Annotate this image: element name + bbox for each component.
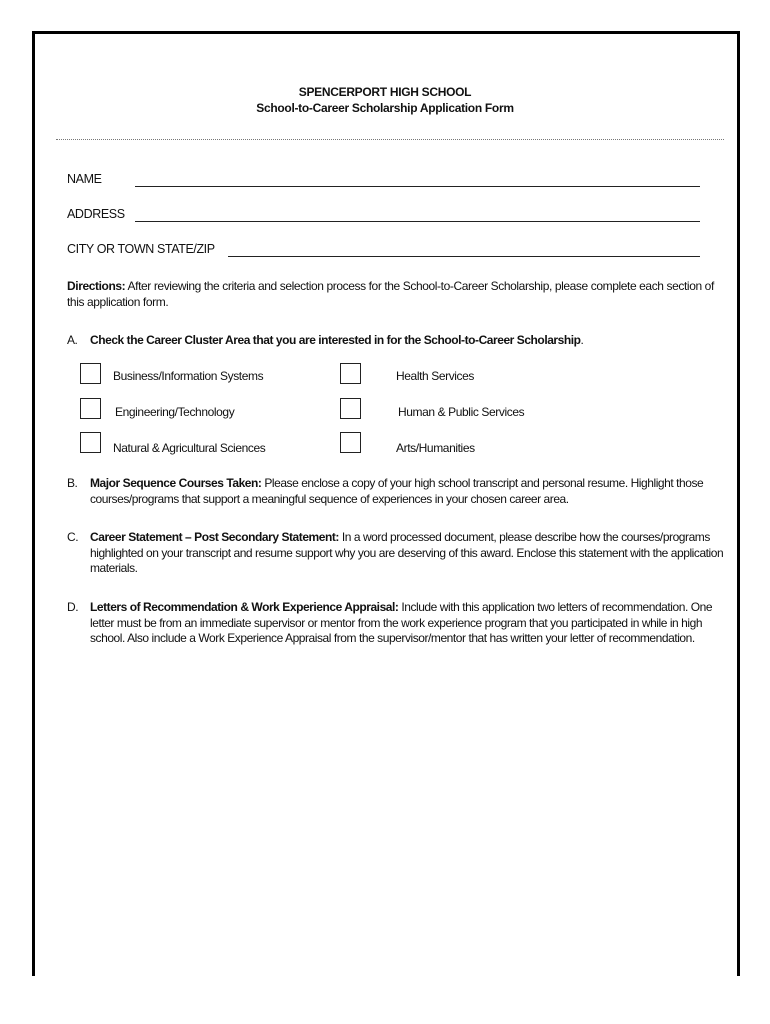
address-label: ADDRESS [67, 207, 125, 221]
directions [67, 279, 722, 310]
address-field[interactable] [135, 221, 700, 222]
section-b-heading: Major Sequence Courses Taken: [90, 476, 262, 490]
section-c-heading: Career Statement – Post Secondary Statement: [90, 530, 339, 544]
dotted-divider [56, 139, 724, 140]
checkbox-natural-agricultural-sciences[interactable] [80, 432, 101, 453]
checkbox-human-public-services[interactable] [340, 398, 361, 419]
name-field[interactable] [135, 186, 700, 187]
directions-text: After reviewing the criteria and selection process for the School-to-Career Scholarship, please complete each section of this application form. [67, 279, 714, 309]
form-header [40, 84, 730, 116]
section-c [67, 530, 727, 577]
form-title: School-to-Career Scholarship Application Form [256, 101, 514, 115]
section-b [67, 476, 727, 507]
school-name: SPENCERPORT HIGH SCHOOL [298, 85, 472, 99]
section-d-text: Include with this application two letters of recommendation. One letter must be from an immediate supervisor or mentor from the work experience program that you participated in while in high school. Also include a Work Experience Appraisal from the supervisor/mentor that has written your letter of recommendation. [90, 600, 713, 645]
page-border-left [32, 31, 35, 976]
directions-label: Directions: [67, 279, 126, 293]
section-b-text: Please enclose a copy of your high school transcript and personal resume. Highlight those courses/programs that support a meaningful sequence of experiences in your chosen career area. [90, 476, 704, 506]
city-state-zip-field[interactable] [228, 256, 700, 257]
name-label: NAME [67, 172, 102, 186]
page-border-top [32, 31, 740, 34]
option-human-public-services: Human & Public Services [398, 405, 525, 419]
option-engineering-technology: Engineering/Technology [115, 405, 235, 419]
option-health-services: Health Services [396, 369, 475, 383]
checkbox-business-information-systems[interactable] [80, 363, 101, 384]
section-d [67, 600, 727, 647]
city-state-zip-label: CITY OR TOWN STATE/ZIP [67, 242, 215, 256]
checkbox-health-services[interactable] [340, 363, 361, 384]
section-a-heading-end: . [580, 333, 584, 347]
option-natural-agricultural-sciences: Natural & Agricultural Sciences [113, 441, 266, 455]
page-border-right [737, 31, 740, 976]
checkbox-arts-humanities[interactable] [340, 432, 361, 453]
option-business-information-systems: Business/Information Systems [113, 369, 264, 383]
section-a-letter: A. [67, 333, 78, 347]
section-b-letter: B. [67, 476, 78, 490]
checkbox-engineering-technology[interactable] [80, 398, 101, 419]
section-c-text: In a word processed document, please describe how the courses/programs highlighted on your transcript and resume support why you are deserving of this award. Enclose this statement with the application materials. [90, 530, 724, 575]
section-c-letter: C. [67, 530, 79, 544]
option-arts-humanities: Arts/Humanities [396, 441, 475, 455]
section-a-heading: Check the Career Cluster Area that you are interested in for the School-to-Career Scholarship [90, 333, 581, 347]
section-d-heading: Letters of Recommendation & Work Experience Appraisal: [90, 600, 399, 614]
section-a [67, 333, 727, 349]
section-d-letter: D. [67, 600, 79, 614]
